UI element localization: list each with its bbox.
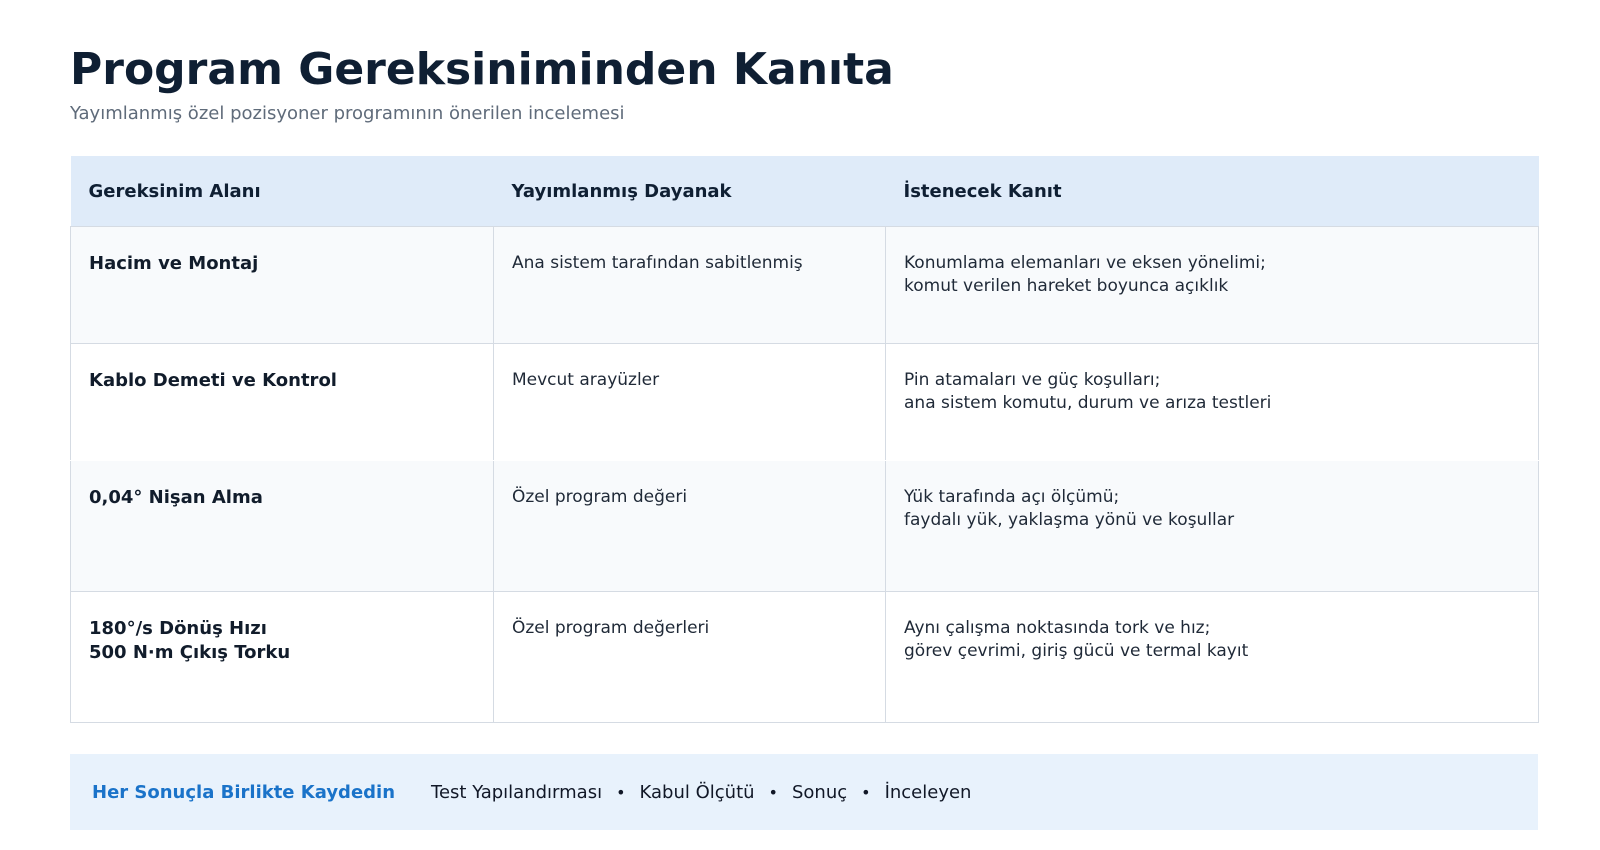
- requirement-area-text: 500 N·m Çıkış Torku: [89, 642, 291, 663]
- banner-item-acceptance-criterion: Kabul Ölçütü: [639, 781, 755, 803]
- page-subtitle: Yayımlanmış özel pozisyoner programının önerilen incelemesi: [70, 103, 625, 124]
- requirement-area-cell: [71, 461, 494, 592]
- table-row: [71, 344, 1539, 461]
- evidence-line: Konumlama elemanları ve eksen yönelimi;: [904, 253, 1266, 273]
- banner-items: [431, 782, 971, 803]
- published-basis-cell: Ana sistem tarafından sabitlenmiş: [494, 227, 886, 344]
- requirement-area-text: Hacim ve Montaj: [89, 253, 259, 274]
- header-published-basis: Yayımlanmış Dayanak: [494, 156, 886, 227]
- requirement-area-cell: [71, 227, 494, 344]
- evidence-line: Yük tarafında açı ölçümü;: [904, 487, 1120, 507]
- published-basis-cell: Özel program değeri: [494, 461, 886, 592]
- banner-item-result: Sonuç: [791, 781, 848, 803]
- table-row: [71, 461, 1539, 592]
- table-row: [71, 592, 1539, 723]
- published-basis-cell: Özel program değerleri: [494, 592, 886, 723]
- evidence-line: komut verilen hareket boyunca açıklık: [904, 276, 1229, 296]
- table-header-row: [71, 156, 1539, 227]
- requirement-area-text: Kablo Demeti ve Kontrol: [89, 370, 337, 391]
- banner-item-reviewer: İnceleyen: [884, 781, 972, 803]
- bullet-separator: •: [616, 782, 626, 802]
- evidence-line: faydalı yük, yaklaşma yönü ve koşullar: [904, 510, 1235, 530]
- evidence-cell: [886, 461, 1539, 592]
- evidence-line: Aynı çalışma noktasında tork ve hız;: [904, 618, 1211, 638]
- evidence-cell: [886, 344, 1539, 461]
- evidence-line: görev çevrimi, giriş gücü ve termal kayıt: [904, 641, 1249, 661]
- page-title: Program Gereksiniminden Kanıta: [70, 44, 894, 95]
- bullet-separator: •: [768, 782, 778, 802]
- evidence-line: ana sistem komutu, durum ve arıza testleri: [904, 393, 1272, 413]
- table-row: [71, 227, 1539, 344]
- header-evidence-requested: İstenecek Kanıt: [886, 156, 1539, 227]
- requirement-area-text: 180°/s Dönüş Hızı: [89, 618, 267, 639]
- record-with-results-banner: [70, 754, 1538, 830]
- evidence-line: Pin atamaları ve güç koşulları;: [904, 370, 1161, 390]
- banner-item-test-configuration: Test Yapılandırması: [431, 781, 603, 803]
- evidence-cell: [886, 592, 1539, 723]
- evidence-cell: [886, 227, 1539, 344]
- banner-label: Her Sonuçla Birlikte Kaydedin: [92, 781, 396, 803]
- published-basis-cell: Mevcut arayüzler: [494, 344, 886, 461]
- requirement-area-text: 0,04° Nişan Alma: [89, 487, 263, 508]
- bullet-separator: •: [861, 782, 871, 802]
- requirement-area-cell: [71, 592, 494, 723]
- header-requirement-area: Gereksinim Alanı: [71, 156, 494, 227]
- requirements-table: [70, 156, 1539, 723]
- requirement-area-cell: [71, 344, 494, 461]
